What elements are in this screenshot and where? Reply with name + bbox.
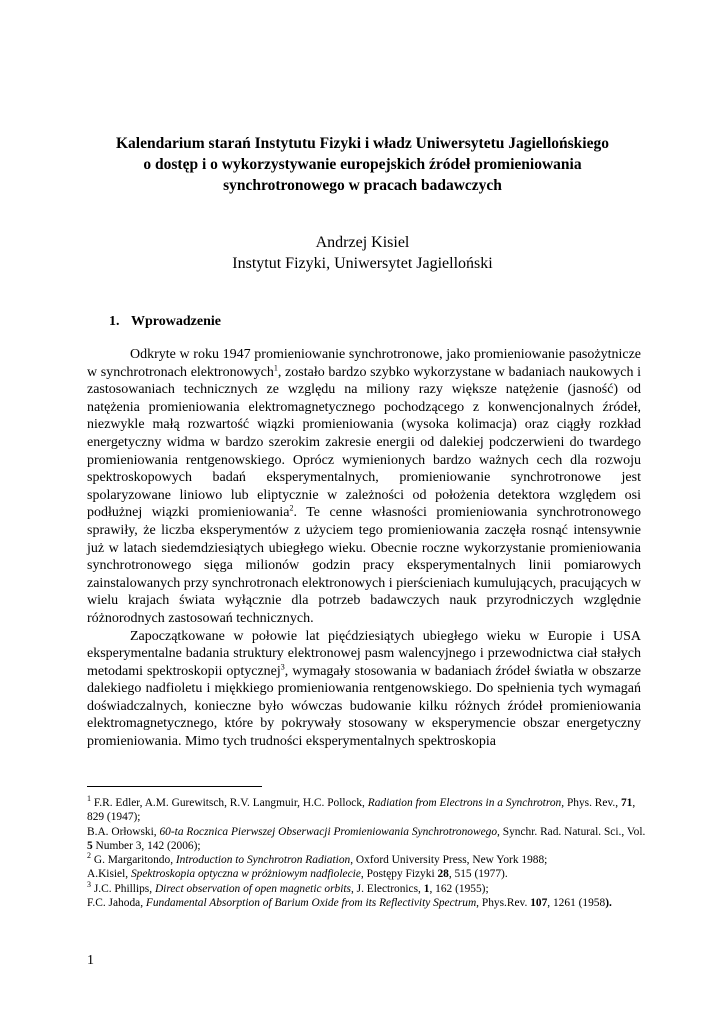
footnote-mark: 2 [87,851,91,861]
footnote-mark: 3 [87,879,91,889]
footnote-rest: , 515 (1977). [448,868,508,881]
footnote-divider [87,786,262,787]
footnote-1 [87,796,647,825]
paragraph-text: . Te cenne własności promieniowania synchrotronowego sprawiły, że liczba eksperymentów z użyciem tego promieniowania zaczęła rosnąć intensywnie już w latach siedemdziesiątych ubiegłego wieku. Obecnie roczne wykorzystanie promieniowania synchrotronowego sięga milionów godzin pracy eksperymentalnych linii pomiarowych zainstalowanych przy synchrotronach elektronowych i pierścieniach kumulujących, pracujących w wielu krajach świata wyłącznie dla potrzeb badawczych nauk przyrodniczych względnie różnorodnych zastosowań technicznych. [87,505,641,626]
footnote-title: Fundamental Absorption of Barium Oxide from its Reflectivity Spectrum [145,897,477,910]
footnote-mark: 1 [87,794,91,804]
footnote-title: Radiation from Electrons in a Synchrotron, [367,797,565,809]
footnote-3b [87,896,647,910]
section-number: 1. [109,314,120,329]
footnote-rest: , 162 (1955); [429,882,489,895]
author-block [70,232,655,274]
footnote-ref: 1 [273,362,278,372]
footnote-volume: 5 [87,839,93,852]
paragraph-text: Zapoczątkowane w połowie lat pięćdziesiątych ubiegłego wieku w Europie i USA eksperymentalne badania struktury elektronowej pasm walencyjnego i przewodnictwa ciał stałych metodami spektroskopii optycznej [87,628,641,679]
paragraph-2 [87,628,641,751]
footnote-rest: Number 3, 142 (2006); [92,839,201,852]
footnote-title: Direct observation of open magnetic orbits [154,882,351,895]
footnote-rest: , J. Electronics, [350,882,424,895]
body-text [87,346,641,751]
section-title: Wprowadzenie [131,314,221,329]
footnote-rest: , Postępy Fizyki [360,868,438,881]
footnote-volume: 28 [437,868,449,881]
paragraph-text: Odkryte w roku 1947 promieniowanie synchrotronowe, jako promieniowanie pasożytnicze w synchrotronach elektronowych [87,347,641,380]
footnote-rest: , Oxford University Press, New York 1988; [350,854,548,867]
footnote-authors: F.R. Edler, A.M. Gurewitsch, R.V. Langmuir, H.C. Pollock, [93,797,368,809]
footnote-authors: B.A. Orłowski, [87,825,160,838]
paragraph-text: , wymagały stosowania w badaniach źródeł światła w obszarze dalekiego nadfioletu i miękkiego promieniowania rentgenowskiego. Do spełnienia tych wymagań doświadczalnych, konieczne było wówczas budowanie kilku różnych źródeł promieniowania elektromagnetycznego, które by pokrywały stosowany w eksperymencie obszar energetyczny promieniowania. Mimo tych trudności eksperymentalnych spektroskopia [87,663,641,750]
footnote-journal: Phys. Rev., [564,797,621,809]
footnote-rest: , Phys.Rev. [476,897,531,910]
footnote-title: 60-ta Rocznica Pierwszej Obserwacji Promieniowania Synchrotronowego, [159,825,500,838]
footnote-authors: J.C. Phillips, [91,882,155,895]
paragraph-text: , zostało bardzo szybko wykorzystane w badaniach naukowych i zastosowaniach technicznych ze względu na miliony razy większe natężenie (jasność) od natężenia promieniowania elektromagnetycznego pochodzącego z konwencjonalnych źródeł, niezwykle małą rozwartość wiązki promieniowania (wysoka kolimacja) oraz ciągły rozkład energetyczny widma w bardzo szerokim zakresie energii od dalekiej podczerwieni do twardego promieniowania rentgenowskiego. Oprócz wymienionych bardzo ważnych cech dla rozwoju spektroskopowych badań eksperymentalnych, promieniowanie synchrotronowe jest spolaryzowane liniowo lub eliptycznie w zależności od położenia detektora względem osi podłużnej wiązki promieniowania [87,364,641,521]
footnote-volume: 107 [530,897,548,910]
section-heading [109,314,221,330]
footnote-3 [87,879,647,896]
footnote-ref: 2 [289,503,294,513]
footnote-authors: A.Kisiel, [87,868,131,881]
author-affiliation: Instytut Fizyki, Uniwersytet Jagielloński [232,255,493,272]
paragraph-1 [87,346,641,628]
footnote-authors: F.C. Jahoda, [87,897,146,910]
footnote-ref: 3 [280,662,285,672]
document-title [70,133,655,196]
footnote-2 [87,853,647,867]
footnote-2b [87,867,647,881]
footnotes [87,796,647,910]
page-number: 1 [87,953,94,968]
author-name: Andrzej Kisiel [315,234,410,251]
footnote-rest: , 1261 (1958 [547,897,606,910]
footnote-rest: , 829 (1947); [87,797,636,824]
footnote-authors: G. Margaritondo, [91,854,176,867]
title-line-1: Kalendarium starań Instytutu Fizyki i władz Uniwersytetu Jagiellońskiego [115,135,609,152]
footnote-volume: 1 [423,882,430,895]
title-line-2: o dostęp i o wykorzystywanie europejskich źródeł promieniowania [143,156,582,173]
title-line-3: synchrotronowego w pracach badawczych [223,177,502,194]
footnote-volume: 71 [620,797,633,809]
footnote-1b [87,825,647,854]
footnote-rest: Synchr. Rad. Natural. Sci., Vol. [499,825,646,838]
footnote-title: Introduction to Synchrotron Radiation [175,854,351,867]
footnote-title: Spektroskopia optyczna w próżniowym nadfiolecie [130,868,361,881]
footnote-rest: ). [605,897,612,910]
